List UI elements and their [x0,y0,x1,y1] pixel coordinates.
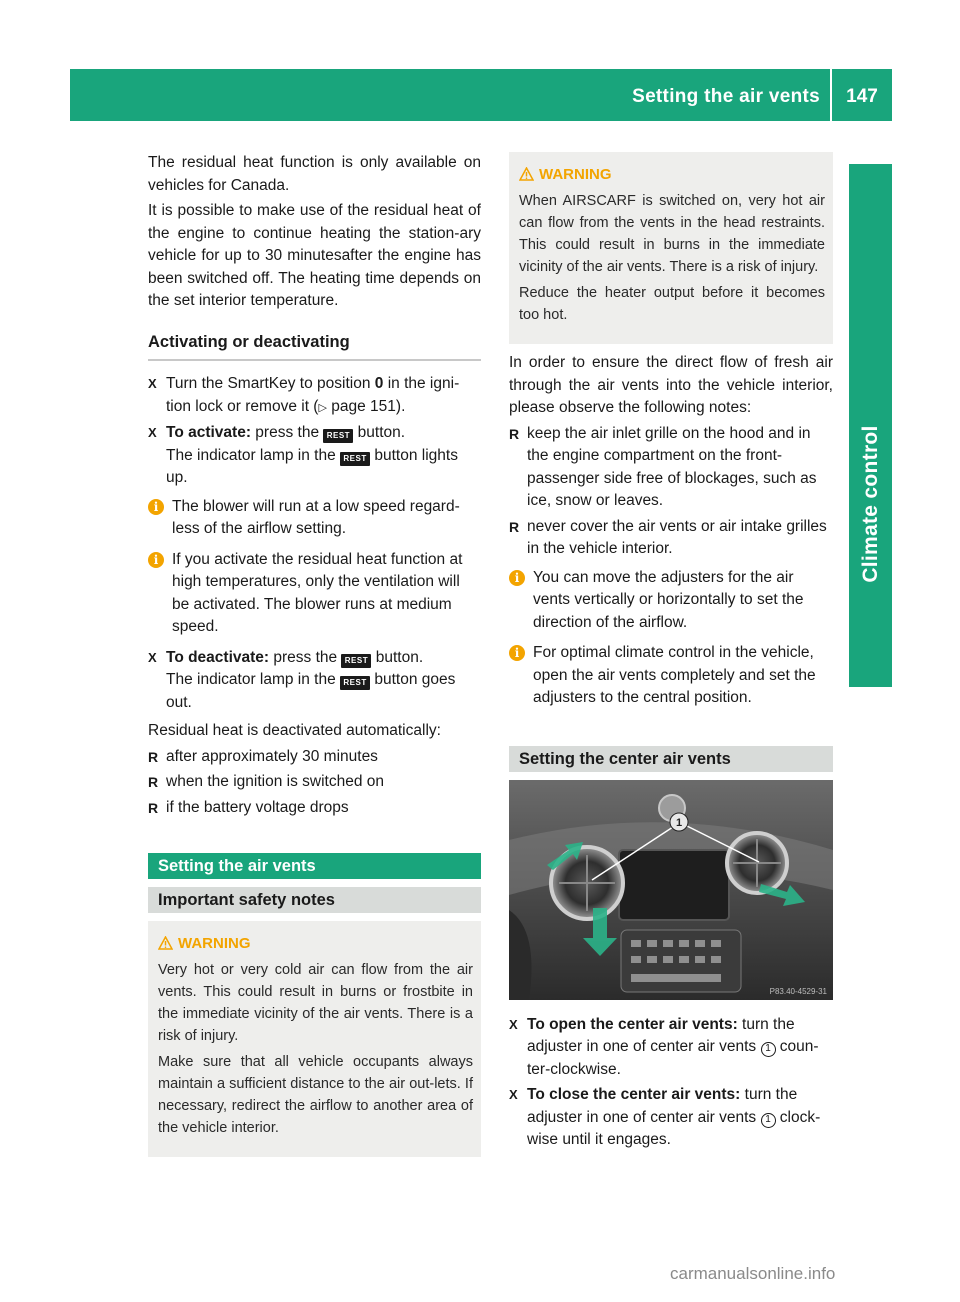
intro-paragraph-1: The residual heat function is only available on vehicles for Canada. [148,154,481,194]
step-open-vents: X To open the center air vents: turn the adjuster in one of center air vents 1 coun-ter-clockwise. [509,1015,819,1078]
warning-text: Make sure that all vehicle occupants always maintain a sufficient distance to the air out-lets. If necessary, redirect the airflow to another area of the vehicle interior. [158,1054,473,1136]
step-deactivate: X To deactivate: press the REST button. The indicator lamp in the REST button goes out. [148,648,456,711]
page-ref-triangle-icon: ▷ [318,401,327,414]
warning-text: When AIRSCARF is switched on, very hot air can flow from the vents in the head restraints. This could result in burns in the immediate vicinity of the air vents. There is a risk of injury. [519,193,825,275]
bullet-icon: R [148,774,159,790]
step-activate: X To activate: press the REST button. The indicator lamp in the REST button lights up. [148,424,458,486]
info-icon: i [509,645,525,661]
watermark: carmanualsonline.info [670,1264,836,1283]
info-note: i The blower will run at a low speed regard-less of the airflow setting. [148,496,481,541]
right-column [509,152,833,1155]
list-item: R when the ignition is switched on [148,771,481,794]
rest-button-icon: REST [323,429,353,443]
photo-code: P83.40-4529-31 [769,986,827,996]
list-item: R keep the air inlet grille on the hood and in the engine compartment on the front-passenger side free of blockages, such as ice, snow or leaves. [509,424,817,509]
step-arrow-icon: X [148,649,157,665]
bullet-icon: R [148,748,159,765]
step-arrow-icon: X [509,1016,518,1032]
bullet-icon: R [509,518,520,535]
intro-paragraph-2: It is possible to make use of the residual heat of the engine to continue heating the station-ary vehicle for up to 30 minutesafter the engine has been switched off. The heating time depends on the set interior temperature. [148,202,481,309]
subsection-band-center-vents: Setting the center air vents [509,746,833,772]
callout-number-icon: 1 [761,1113,776,1128]
warning-triangle-icon [158,936,173,950]
list-item: R never cover the air vents or air intake grilles in the vehicle interior. [509,517,827,557]
center-air-vents-photo [509,780,833,1000]
warning-text: Reduce the heater output before it becomes too hot. [519,285,825,323]
rest-button-icon: REST [340,676,370,690]
step-turn-key: X Turn the SmartKey to position 0 in the igni-tion lock or remove it (▷ page 151). [148,375,460,415]
warning-text: Very hot or very cold air can flow from the air vents. This could result in burns or frostbite in the immediate vicinity of the air vents. There is a risk of injury. [158,962,473,1044]
callout-number-icon: 1 [761,1042,776,1057]
bullet-icon: R [148,799,159,816]
chapter-side-tab[interactable] [849,164,892,687]
step-arrow-icon: X [148,376,157,391]
list-item: R after approximately 30 minutes [148,746,481,769]
warning-title: WARNING [158,933,473,955]
info-note: i For optimal climate control in the vehicle, open the air vents completely and set the adjusters to the central position. [509,642,833,710]
page-reference-link[interactable]: page 151 [331,397,396,415]
warning-box [509,152,833,344]
step-arrow-icon: X [148,425,157,440]
auto-deactivation-text: Residual heat is deactivated automatically: [148,722,441,739]
warning-title: WARNING [519,164,825,186]
info-note: i You can move the adjusters for the air vents vertically or horizontally to set the direction of the airflow. [509,567,833,635]
fresh-air-intro: In order to ensure the direct flow of fresh air through the air vents into the vehicle interior, please observe the following notes: [509,354,833,416]
left-column [148,152,481,1157]
step-close-vents: X To close the center air vents: turn the adjuster in one of center air vents 1 clock-wise until it engages. [509,1086,821,1148]
step-arrow-icon: X [509,1087,518,1102]
info-note: i If you activate the residual heat function at high temperatures, only the ventilation will be activated. The blower runs at medium speed. [148,549,481,639]
subsection-band-safety: Important safety notes [148,887,481,913]
info-icon: i [509,570,525,586]
rest-button-icon: REST [341,654,371,668]
chapter-label: Climate control [858,425,882,583]
page-title: Setting the air vents [632,86,820,107]
page-number: 147 [846,86,878,107]
list-item: R if the battery voltage drops [148,797,481,820]
warning-triangle-icon [519,167,534,181]
info-icon: i [148,552,164,568]
warning-box [148,921,481,1157]
heading-activating: Activating or deactivating [148,331,481,362]
photo-callout-number: 1 [675,816,683,829]
info-icon: i [148,499,164,515]
rest-button-icon: REST [340,452,370,466]
section-band-air-vents: Setting the air vents [148,853,481,879]
bullet-icon: R [509,425,520,442]
